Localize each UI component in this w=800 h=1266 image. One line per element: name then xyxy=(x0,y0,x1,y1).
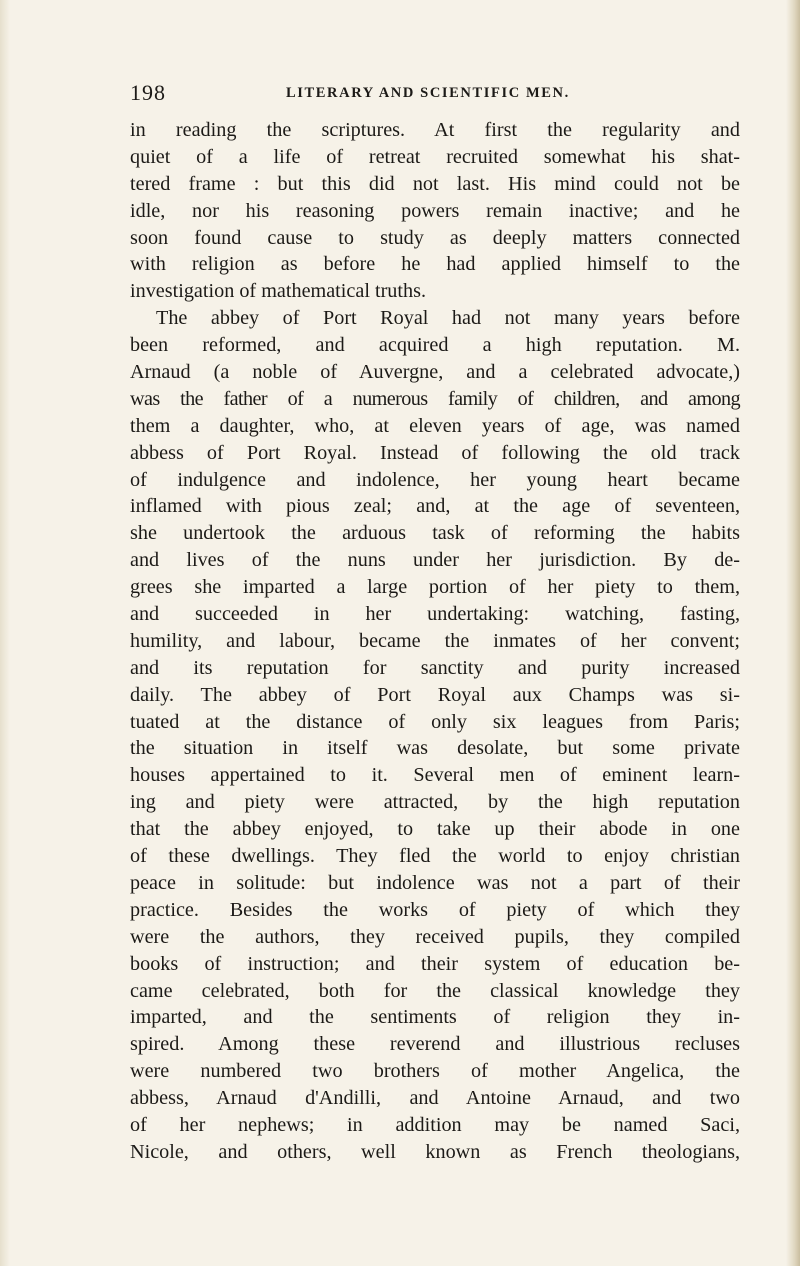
text-line: ing and piety were attracted, by the high reputation xyxy=(130,791,740,814)
text-line: were numbered two brothers of mother Angelica, the xyxy=(130,1060,740,1083)
body-text xyxy=(130,117,740,1166)
text-line: books of instruction; and their system of education be- xyxy=(130,952,740,975)
text-line: abbess, Arnaud d'Andilli, and Antoine Arnaud, and two xyxy=(130,1087,740,1110)
text-line: investigation of mathematical truths. xyxy=(130,280,427,303)
text-line: the situation in itself was desolate, but some private xyxy=(130,737,740,760)
text-line: and succeeded in her undertaking: watching, fasting, xyxy=(130,603,740,626)
text-line: daily. The abbey of Port Royal aux Champs was si- xyxy=(130,683,740,706)
text-line: she undertook the arduous task of reforming the habits xyxy=(130,522,740,545)
text-line: Arnaud (a noble of Auvergne, and a celebrated advocate,) xyxy=(130,361,740,384)
text-line: humility, and labour, became the inmates of her convent; xyxy=(130,629,740,652)
page-number: 198 xyxy=(130,80,166,105)
text-line: abbess of Port Royal. Instead of following the old track xyxy=(130,441,740,464)
text-line: The abbey of Port Royal had not many years before xyxy=(156,307,740,330)
text-line: and its reputation for sanctity and purity increased xyxy=(130,656,740,679)
text-line: of indulgence and indolence, her young heart became xyxy=(130,468,740,491)
text-line: in reading the scriptures. At first the regularity and xyxy=(130,119,740,141)
text-line: of her nephews; in addition may be named Saci, xyxy=(130,1113,740,1136)
text-line: and lives of the nuns under her jurisdiction. By de- xyxy=(130,549,740,572)
text-line: Nicole, and others, well known as French theologians, xyxy=(130,1140,740,1163)
text-line: of these dwellings. They fled the world to enjoy christian xyxy=(130,845,740,868)
text-line: grees she imparted a large portion of her piety to them, xyxy=(130,576,740,599)
text-line: practice. Besides the works of piety of which they xyxy=(130,898,740,921)
text-line: quiet of a life of retreat recruited somewhat his shat- xyxy=(130,145,740,168)
text-line: that the abbey enjoyed, to take up their abode in one xyxy=(130,818,740,841)
text-line: them a daughter, who, at eleven years of age, was named xyxy=(130,414,740,437)
text-line: soon found cause to study as deeply matters connected xyxy=(130,226,740,249)
page-gutter-right xyxy=(786,0,800,1266)
running-head: LITERARY AND SCIENTIFIC MEN. xyxy=(286,85,570,101)
text-line: with religion as before he had applied himself to the xyxy=(130,253,740,276)
text-line: came celebrated, both for the classical knowledge they xyxy=(130,979,740,1002)
text-line: tuated at the distance of only six leagues from Paris; xyxy=(130,710,740,733)
text-line: tered frame : but this did not last. His mind could not be xyxy=(130,172,740,195)
text-line: idle, nor his reasoning powers remain inactive; and he xyxy=(130,199,740,222)
text-line: was the father of a numerous family of children, and among xyxy=(130,387,740,410)
text-line: been reformed, and acquired a high reputation. M. xyxy=(130,334,740,357)
text-line: inflamed with pious zeal; and, at the age of seventeen, xyxy=(130,495,740,518)
text-line: houses appertained to it. Several men of eminent learn- xyxy=(130,764,740,787)
page-header xyxy=(130,80,735,106)
page-gutter-left xyxy=(0,0,10,1266)
text-line: were the authors, they received pupils, they compiled xyxy=(130,925,740,948)
text-line: imparted, and the sentiments of religion they in- xyxy=(130,1006,740,1029)
text-line: spired. Among these reverend and illustrious recluses xyxy=(130,1033,740,1056)
text-line: peace in solitude: but indolence was not a part of their xyxy=(130,871,740,894)
